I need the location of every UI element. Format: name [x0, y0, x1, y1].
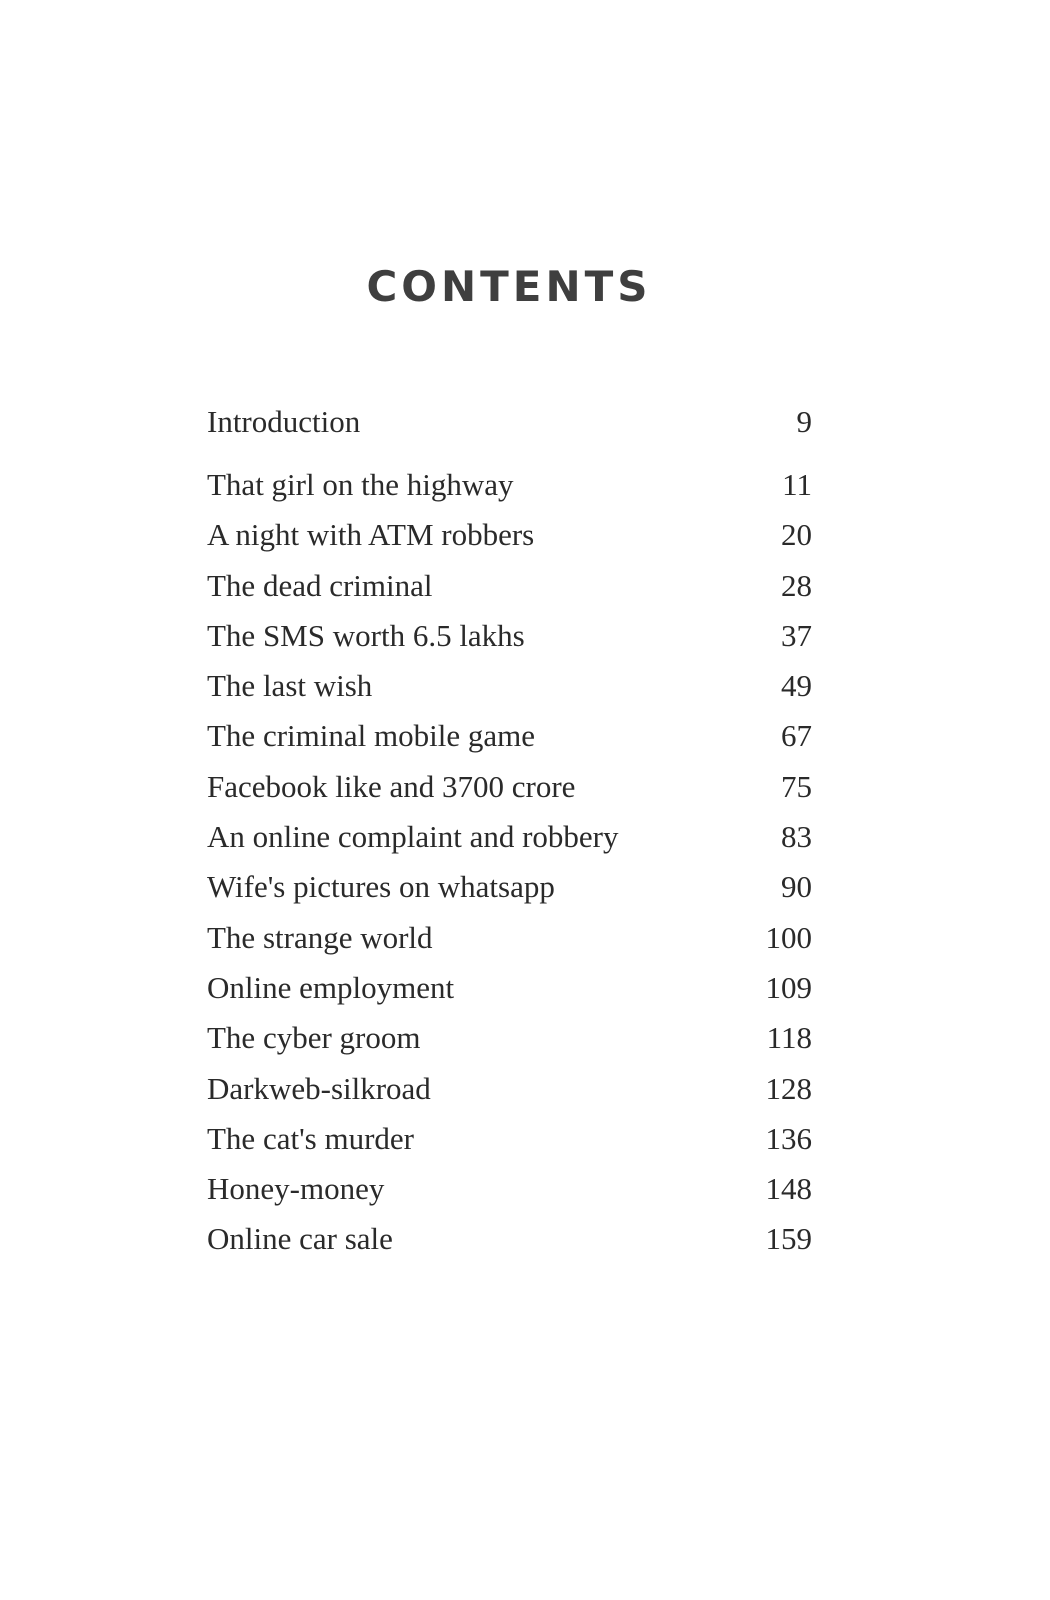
toc-entry-title: The dead criminal	[207, 567, 433, 603]
toc-entry-title: That girl on the highway	[207, 467, 514, 502]
toc-entry-title: The cyber groom	[207, 1020, 421, 1056]
toc-entry-title: Introduction	[207, 404, 361, 439]
toc-entry-title: Online employment	[207, 969, 455, 1005]
toc-entry-page: 37	[781, 617, 812, 653]
toc-entry-page: 75	[781, 768, 812, 804]
toc-entry-title: The criminal mobile game	[207, 718, 535, 754]
toc-entry	[207, 869, 812, 919]
toc-entry-title: Honey-money	[207, 1171, 385, 1207]
toc-entry	[207, 819, 812, 869]
toc-entry	[207, 718, 812, 768]
toc-entry	[207, 404, 812, 467]
toc-entry-page: 90	[781, 869, 812, 905]
toc-entry	[207, 1071, 812, 1121]
toc-entry-page: 109	[765, 969, 812, 1005]
toc-entry-page: 28	[781, 567, 812, 603]
toc-entry-title: Facebook like and 3700 crore	[207, 768, 576, 804]
toc-entry-page: 9	[796, 404, 812, 439]
toc-entry-title: The cat's murder	[207, 1120, 414, 1156]
toc-entry-title: Wife's pictures on whatsapp	[207, 869, 555, 905]
toc-entry	[207, 467, 812, 517]
toc-entry-page: 128	[765, 1070, 812, 1106]
toc-entry-title: A night with ATM robbers	[207, 517, 535, 553]
toc-entry-title: The SMS worth 6.5 lakhs	[207, 617, 525, 653]
toc-entry	[207, 1121, 812, 1171]
toc-entry-page: 118	[766, 1020, 812, 1056]
toc-entry-page: 49	[781, 668, 812, 704]
toc-entry	[207, 970, 812, 1020]
toc-entry-title: An online complaint and robbery	[207, 819, 619, 855]
toc-entry	[207, 769, 812, 819]
toc-entry	[207, 920, 812, 970]
toc-entry	[207, 1171, 812, 1221]
toc-entry-page: 11	[782, 467, 812, 502]
toc-entry-page: 136	[765, 1120, 812, 1156]
toc-entry-title: Online car sale	[207, 1221, 393, 1257]
toc-entry	[207, 1221, 812, 1271]
toc-entry	[207, 618, 812, 668]
toc-entry-title: The last wish	[207, 668, 373, 704]
toc-entry	[207, 668, 812, 718]
toc-entry	[207, 568, 812, 618]
toc-entry	[207, 1020, 812, 1070]
table-of-contents	[207, 404, 812, 1272]
toc-entry-page: 20	[781, 517, 812, 553]
toc-entry-page: 100	[765, 919, 812, 955]
toc-entry-page: 148	[765, 1171, 812, 1207]
toc-entry-page: 67	[781, 718, 812, 754]
toc-entry-page: 83	[781, 819, 812, 855]
page-title: CONTENTS	[366, 262, 652, 311]
toc-entry-title: Darkweb-silkroad	[207, 1070, 431, 1106]
toc-entry-page: 159	[765, 1221, 812, 1257]
toc-entry	[207, 517, 812, 567]
toc-entry-title: The strange world	[207, 919, 433, 955]
